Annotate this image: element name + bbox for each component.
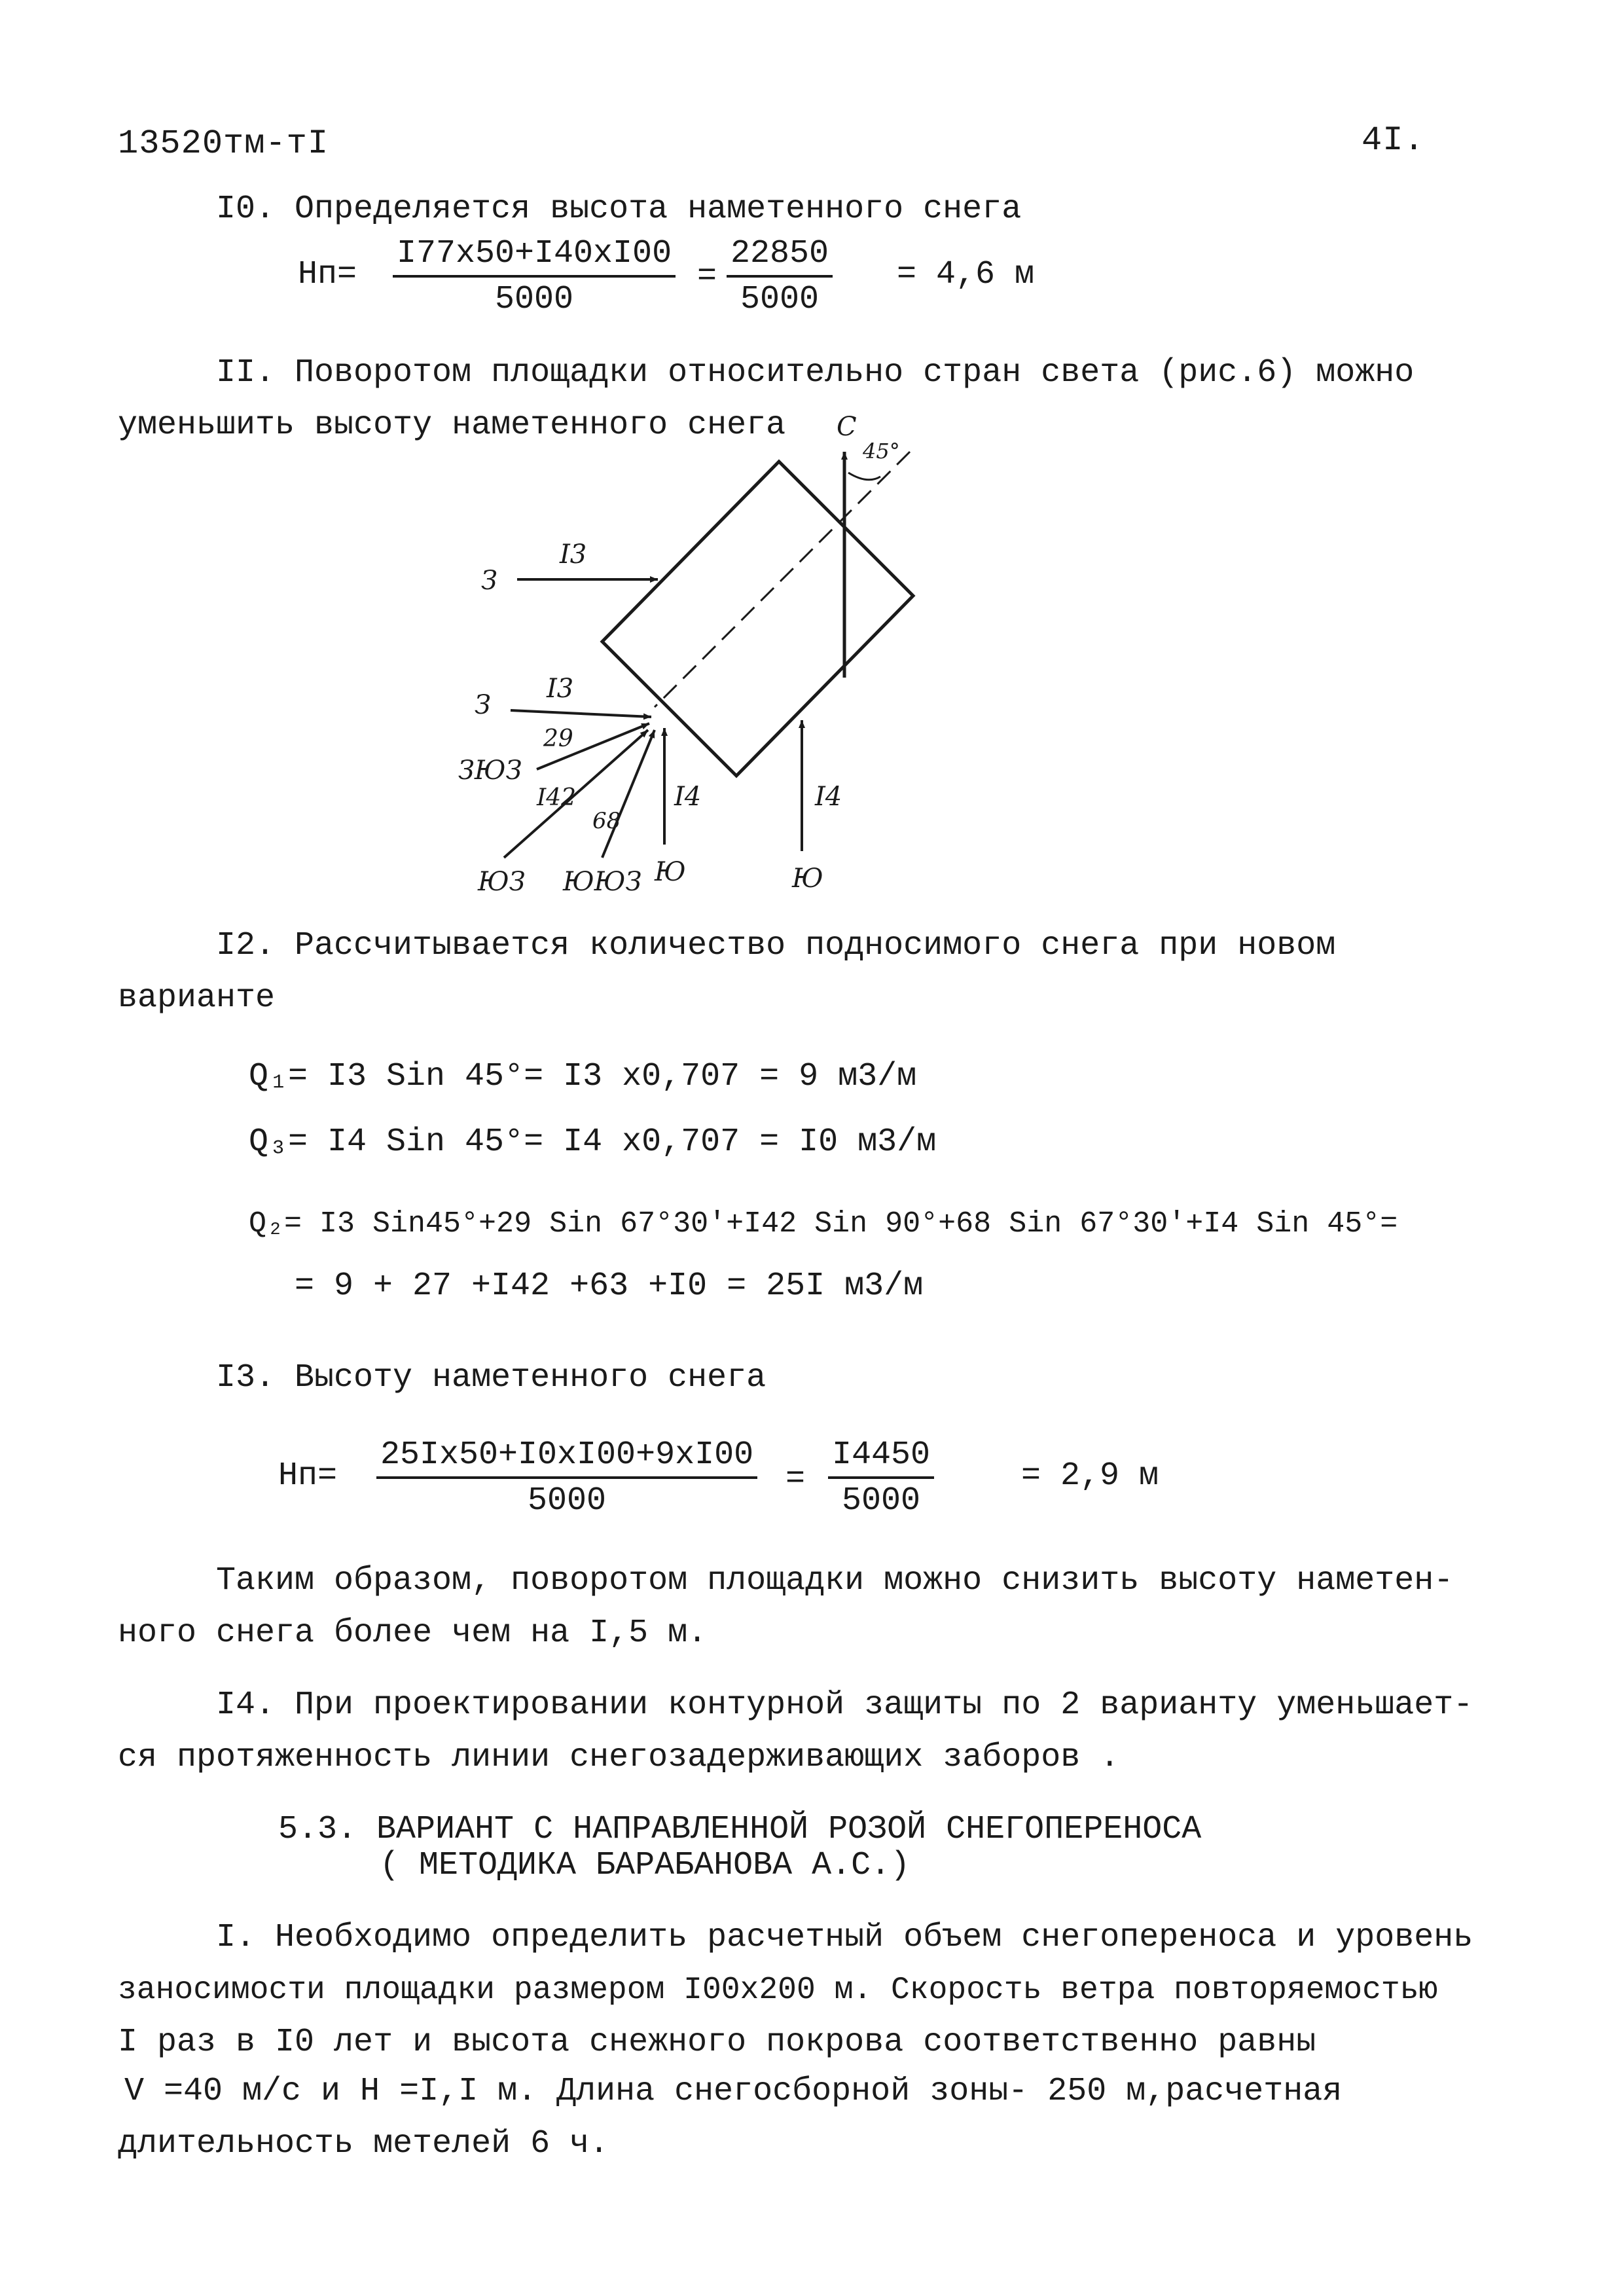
north-label: С bbox=[837, 412, 857, 442]
item-1-line-2: заносимости площадки размером I00х200 м. Скорость ветра повторяемостью bbox=[118, 1973, 1438, 2008]
equation-q1: Q₁= I3 Sin 45°= I3 х0,707 = 9 м3/м bbox=[249, 1058, 917, 1095]
section-5-3-subtitle: ( МЕТОДИКА БАРАБАНОВА А.С.) bbox=[380, 1847, 911, 1884]
page-number: 4I. bbox=[1362, 121, 1425, 160]
sw-label: ЮЗ bbox=[478, 867, 526, 897]
formula-1-denominator-1: 5000 bbox=[495, 281, 574, 318]
formula-2-equals: = bbox=[785, 1461, 806, 1498]
equation-q2-result: = 9 + 27 +I42 +63 +I0 = 25I м3/м bbox=[295, 1267, 924, 1305]
item-1-line-1: I. Необходимо определить расчетный объем снегопереноса и уровень bbox=[216, 1919, 1473, 1956]
west-bottom-arrow bbox=[511, 710, 651, 717]
section-12-line-2: варианте bbox=[118, 979, 276, 1017]
section-10-heading: I0. Определяется высота наметенного снега bbox=[216, 191, 1022, 228]
formula-2-result: = 2,9 м bbox=[1021, 1457, 1159, 1495]
section-14-line-2: ся протяженность линии снегозадерживающих заборов . bbox=[118, 1739, 1120, 1776]
section-11-line-2: уменьшить высоту наметенного снега bbox=[118, 407, 786, 444]
section-11-line-1: II. Поворотом площадки относительно стран света (рис.6) можно bbox=[216, 354, 1415, 392]
ssw-value: 68 bbox=[592, 808, 621, 834]
formula-1-numerator-1: I77х50+I40хI00 bbox=[393, 236, 676, 278]
site-rectangle bbox=[602, 462, 913, 776]
conclusion-line-1: Таким образом, поворотом площадки можно снизить высоту наметен- bbox=[216, 1562, 1454, 1599]
formula-1-numerator-2: 22850 bbox=[727, 236, 833, 278]
section-5-3-title: 5.3. ВАРИАНТ С НАПРАВЛЕННОЙ РОЗОЙ СНЕГОПЕРЕНОСА bbox=[278, 1811, 1202, 1848]
equation-q3: Q₃= I4 Sin 45°= I4 х0,707 = I0 м3/м bbox=[249, 1123, 937, 1161]
formula-2-denominator-2: 5000 bbox=[842, 1482, 921, 1520]
item-1-line-4: V =40 м/с и H =I,I м. Длина снегосборной зоны- 250 м,расчетная bbox=[124, 2073, 1343, 2110]
conclusion-line-2: ного снега более чем на I,5 м. bbox=[118, 1614, 708, 1652]
south-2-value: I4 bbox=[815, 782, 842, 812]
site-axis-line bbox=[655, 452, 910, 707]
formula-2-lhs: Нп= bbox=[278, 1457, 338, 1495]
wsw-label: ЗЮЗ bbox=[458, 756, 522, 786]
formula-2-denominator-1: 5000 bbox=[528, 1482, 607, 1520]
south-2-label: Ю bbox=[792, 864, 823, 894]
item-1-line-3: I раз в I0 лет и высота снежного покрова соответственно равны bbox=[118, 2024, 1316, 2061]
item-1-line-5: длительность метелей 6 ч. bbox=[118, 2125, 609, 2162]
wsw-value: 29 bbox=[543, 725, 573, 752]
formula-1-lhs: Нп= bbox=[298, 256, 357, 293]
angle-arc bbox=[848, 473, 880, 480]
south-1-value: I4 bbox=[674, 782, 702, 812]
formula-2-numerator-1: 25Iх50+I0хI00+9хI00 bbox=[376, 1437, 757, 1479]
formula-1-denominator-2: 5000 bbox=[740, 281, 820, 318]
west-bottom-label: З bbox=[475, 690, 491, 720]
west-top-value: I3 bbox=[560, 539, 587, 570]
formula-2-fraction-2 bbox=[828, 1437, 934, 1520]
west-top-label: З bbox=[481, 566, 497, 596]
document-code: 13520тм-тI bbox=[118, 124, 329, 163]
west-bottom-value: I3 bbox=[547, 674, 574, 704]
section-12-line-1: I2. Рассчитывается количество подносимого снега при новом bbox=[216, 927, 1336, 964]
sw-value: I42 bbox=[537, 784, 577, 811]
equation-q2: Q₂= I3 Sin45°+29 Sin 67°30'+I42 Sin 90°+68 Sin 67°30'+I4 Sin 45°= bbox=[249, 1207, 1398, 1241]
ssw-label: ЮЮЗ bbox=[563, 867, 642, 897]
angle-label: 45° bbox=[863, 439, 900, 464]
formula-2-numerator-2: I4450 bbox=[828, 1437, 934, 1479]
formula-2-fraction-1 bbox=[376, 1437, 757, 1520]
section-13-heading: I3. Высоту наметенного снега bbox=[216, 1359, 767, 1396]
south-1-label: Ю bbox=[655, 857, 686, 887]
formula-1-result: = 4,6 м bbox=[897, 256, 1035, 293]
formula-1-equals: = bbox=[697, 258, 717, 295]
section-14-line-1: I4. При проектировании контурной защиты по 2 варианту уменьшает- bbox=[216, 1686, 1473, 1724]
